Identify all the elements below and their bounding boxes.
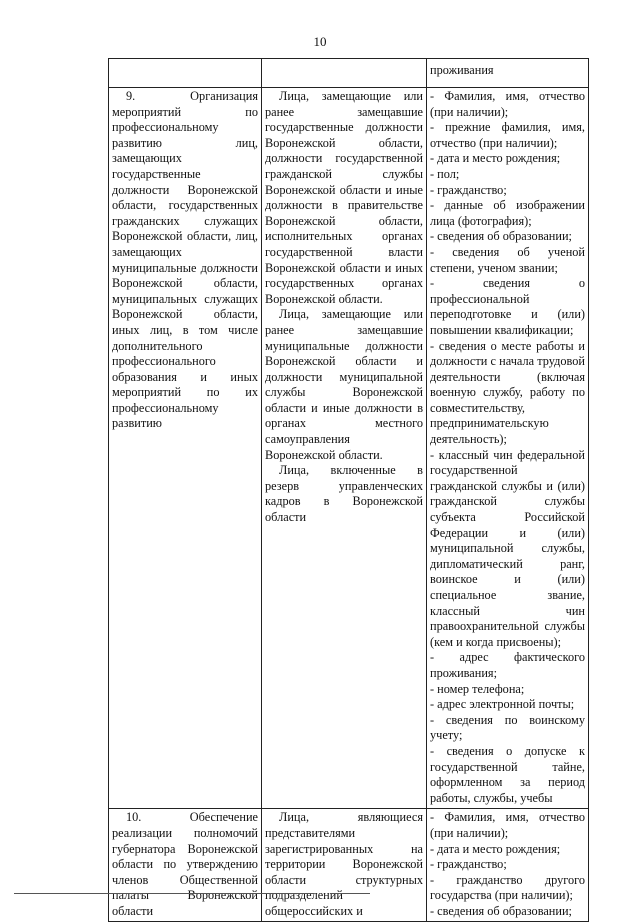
list-item: - гражданство; <box>430 857 507 872</box>
list-item: - Фамилия, имя, отчество (при наличии); <box>430 810 585 840</box>
continuation-cell-subjects <box>262 59 427 88</box>
list-item: - сведения об ученой степени, ученом звании; <box>430 244 585 275</box>
list-item: - номер телефона; <box>430 681 525 696</box>
subjects-paragraph: Лица, являющиеся представителями зарегистрированных на территории Воронежской области структурных подразделений общероссийских и <box>265 810 423 918</box>
footer-divider <box>14 893 314 894</box>
list-item: - гражданство; <box>430 182 507 197</box>
subjects-cell <box>262 88 427 809</box>
list-item: - адрес электронной почты; <box>430 697 575 712</box>
list-item: - сведения об образовании; <box>430 229 572 244</box>
list-item: - сведения по воинскому учету; <box>430 712 585 743</box>
list-item: - гражданство другого государства (при наличии); <box>430 872 585 903</box>
list-item: - адрес фактического проживания; <box>430 650 585 680</box>
subjects-paragraph: Лица, включенные в резерв управленческих кадров в Воронежской области <box>265 463 423 525</box>
subjects-paragraph: Лица, замещающие или ранее замещавшие муниципальные должности Воронежской области и должности муниципальной службы Воронежской области и иные должности в органах местного самоуправления Воронежской области. <box>265 307 423 462</box>
data-list-cell <box>427 809 589 922</box>
table-continuation-row <box>109 59 589 88</box>
list-item: - сведения о месте работы и должности с начала трудовой деятельности (включая военную службу, работу по совместительству, предпринимательскую деятельность); <box>430 338 585 447</box>
list-item: - сведения о профессиональной переподготовке и (или) повышении квалификации; <box>430 276 585 337</box>
list-item: - пол; <box>430 166 460 181</box>
data-list-cell <box>427 88 589 809</box>
continuation-cell-purpose <box>109 59 262 88</box>
table-row <box>109 809 589 922</box>
list-item: - дата и место рождения; <box>430 841 561 856</box>
subjects-cell <box>262 809 427 922</box>
footer-divider <box>330 893 370 894</box>
purpose-cell <box>109 809 262 922</box>
page-number: 10 <box>313 34 327 49</box>
personal-data-table <box>108 58 589 922</box>
subjects-paragraph: Лица, замещающие или ранее замещавшие государственные должности Воронежской области, должности государственной гражданской службы Воронежской области и иные должности в правительстве Воронежской области, исполнительных органах государственной власти Воронежской области и иных государственных органах Воронежской области. <box>265 89 423 306</box>
list-item: - сведения о допуске к государственной тайне, оформленном за период работы, службы, учебы <box>430 743 585 805</box>
continuation-cell-data: проживания <box>427 59 589 88</box>
table-row <box>109 88 589 809</box>
purpose-text: 10. Обеспечение реализации полномочий губернатора Воронежской области по утверждению членов Общественной палаты Воронежской области <box>112 810 258 918</box>
list-item: - дата и место рождения; <box>430 151 561 166</box>
purpose-cell <box>109 88 262 809</box>
purpose-text: 9. Организация мероприятий по профессиональному развитию лиц, замещающих государственные должности Воронежской области, государственных гражданских служащих Воронежской области, лиц, замещающих муниципальные должности Воронежской области, муниципальных служащих Воронежской области, иных лиц, в том числе дополнительного профессионального образования и иных мероприятий по их профессиональному развитию <box>112 89 258 431</box>
list-item: - Фамилия, имя, отчество (при наличии); <box>430 89 585 119</box>
list-item: - прежние фамилия, имя, отчество (при наличии); <box>430 120 585 150</box>
list-item: - данные об изображении лица (фотография); <box>430 198 585 228</box>
list-item: - классный чин федеральной государственной гражданской службы и (или) гражданской службы субъекта Российской Федерации и (или) муниципальной службы, дипломатический ранг, воинское и (или) специальное звание, классный чин правоохранительной службы (кем и когда присвоены); <box>430 447 585 649</box>
list-item: - сведения об образовании; <box>430 903 572 918</box>
